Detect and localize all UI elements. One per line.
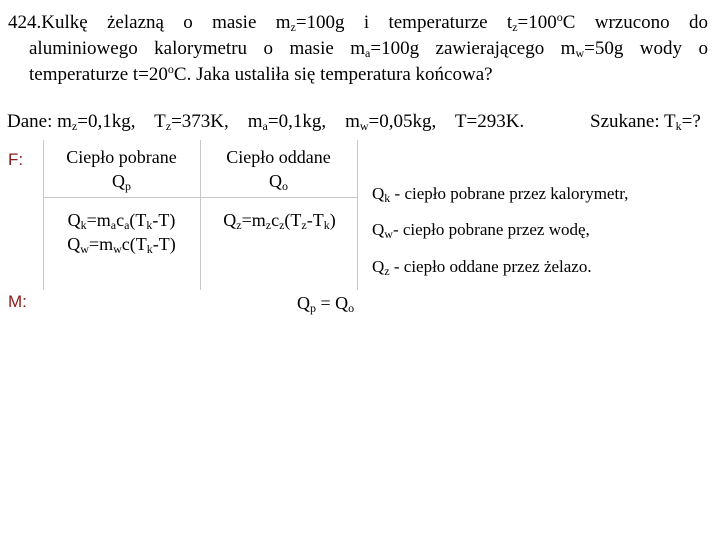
- given-label: Dane:: [7, 111, 53, 132]
- header-heat-released: [202, 145, 355, 193]
- note-qw: $Q_w-$ ciepło pobrane przez wodę,: [372, 220, 590, 241]
- formula-qz: $Q_z=m_zc_z(T_z-T_k)$: [223, 210, 336, 232]
- given-t: T=293K.: [454, 111, 525, 132]
- section-f-label: F:: [8, 150, 24, 169]
- problem-line-3: temperaturze $t=20^oC$. Jaka ustaliła się temperatura końcowa?: [29, 62, 493, 85]
- given-mw: $m_w=0,05kg$,: [345, 111, 437, 133]
- section-m-label: M:: [8, 292, 27, 311]
- note-qk: $Q_k$ - ciepło pobrane przez kalorymetr,: [372, 184, 629, 205]
- table-divider-middle: [200, 140, 201, 290]
- formulas-released: [202, 208, 357, 232]
- unknown-label: Szukane: $T_k=$?: [590, 111, 701, 133]
- given-tz: $T_z=373K$,: [154, 111, 229, 133]
- formula-qk: $Q_k=m_ac_a(T_k-T)$: [67, 210, 176, 232]
- formula-qw: $Q_w=m_wc(T_k-T)$: [67, 234, 176, 256]
- header-heat-released-symbol: $Q_o$: [269, 171, 288, 193]
- header-heat-absorbed: [45, 145, 198, 193]
- note-qz: $Q_z$ - ciepło oddane przez żelazo.: [372, 257, 592, 278]
- problem-line-2: aluminiowego kalorymetru o masie $m_a=100g$ zawierającego $m_w=50g$ wody o: [29, 38, 709, 60]
- table-divider-left: [43, 140, 44, 290]
- given-data-line: [7, 111, 524, 133]
- header-heat-released-label: Ciepło oddane: [226, 147, 331, 167]
- given-mz: $m_z=0,1kg$,: [57, 111, 136, 133]
- header-heat-absorbed-label: Ciepło pobrane: [66, 147, 177, 167]
- table-divider-row: [43, 197, 357, 198]
- given-ma: $m_a=0,1kg$,: [247, 111, 327, 133]
- problem-statement: [8, 10, 708, 88]
- header-heat-absorbed-symbol: $Q_p$: [112, 171, 131, 193]
- formulas-absorbed: [45, 208, 198, 256]
- balance-equation: $Q_p = Q_o$: [297, 293, 355, 315]
- problem-line-1: 424.Kulkę żelazną o masie $m_z=100g$ i temperaturze $t_z=100^oC$ wrzucono do: [8, 10, 708, 34]
- table-divider-right: [357, 140, 358, 290]
